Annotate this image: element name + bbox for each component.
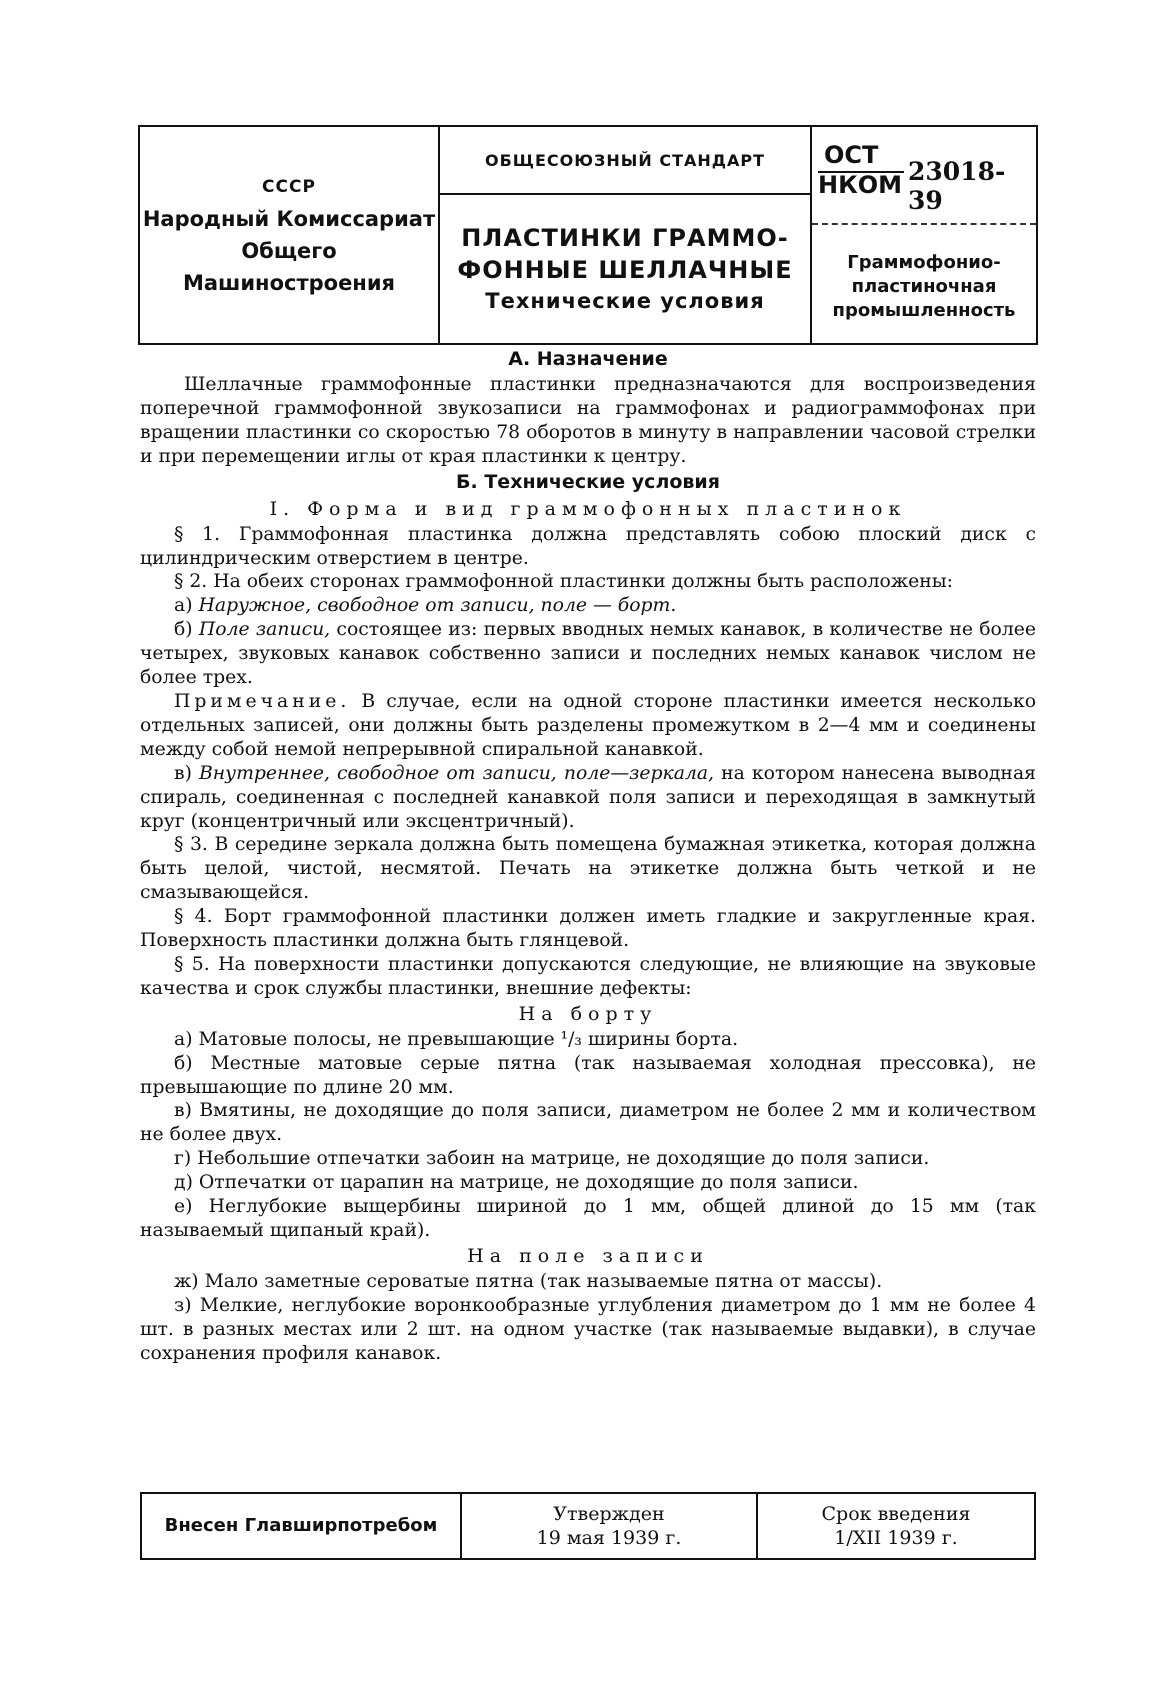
branch-line-3: промышленность bbox=[832, 300, 1016, 321]
section-b-heading: Б. Технические условия bbox=[456, 470, 720, 493]
title-line-1: ПЛАСТИНКИ ГРАММО- bbox=[461, 224, 789, 252]
code-number: 23018-39 bbox=[908, 157, 1006, 215]
document-body bbox=[140, 346, 1036, 1366]
code-nkom: НКОМ bbox=[818, 171, 902, 199]
item-a bbox=[140, 594, 1036, 618]
item-b-prefix: б) bbox=[174, 619, 199, 641]
title-line-3: Технические условия bbox=[485, 289, 765, 313]
paragraph-3: § 3. В середине зеркала должна быть помещена бумажная этикетка, которая должна быть целой, чистой, несмятой. Печать на этикетке должна быть четкой и не смазывающейся. bbox=[140, 834, 1036, 904]
rim-defect-c: в) Вмятины, не доходящие до поля записи, диаметром не более 2 мм и количеством не более двух. bbox=[140, 1100, 1036, 1146]
standard-code bbox=[812, 127, 1036, 217]
introduced-text: Внесен Главширпотребом bbox=[164, 1515, 438, 1536]
section-a-heading: А. Назначение bbox=[508, 348, 668, 370]
approved-date: 19 мая 1939 г. bbox=[536, 1527, 682, 1549]
branch-line-2: пластиночная bbox=[851, 276, 997, 297]
record-defect-h: з) Мелкие, неглубокие воронкообразные углубления диаметром до 1 мм не более 4 шт. в разных местах или 2 шт. на одном участке (так называемые выдавки), в случае сохранения профиля канавок. bbox=[140, 1294, 1036, 1364]
item-c-term: Внутреннее, свободное от записи, поле—зеркала, bbox=[199, 762, 715, 784]
effective-cell bbox=[756, 1494, 1036, 1558]
org-line-3: Машиностроения bbox=[182, 271, 396, 295]
item-b-text: состоящее из: первых вводных немых канавок, в количестве не более четырех, звуковых канавок собственно записи и последних немых канавок числом не более трех. bbox=[140, 619, 1036, 689]
rim-defect-f: е) Неглубокие выщербины шириной до 1 мм, общей длиной до 15 мм (так называемый щипаный край). bbox=[140, 1196, 1036, 1241]
section-b-subheading: I. Форма и вид граммофонных пластинок bbox=[269, 497, 907, 520]
title-line-2: ФОННЫЕ ШЕЛЛАЧНЫЕ bbox=[457, 256, 793, 284]
effective-date: 1/XII 1939 г. bbox=[834, 1527, 958, 1549]
note-label: Примечание. bbox=[174, 690, 351, 712]
approval-footer bbox=[140, 1492, 1036, 1560]
rim-defect-d: г) Небольшие отпечатки забоин на матрице, не доходящие до поля записи. bbox=[174, 1148, 930, 1170]
rim-defect-e: д) Отпечатки от царапин на матрице, не доходящие до поля записи. bbox=[174, 1172, 859, 1194]
org-line-1: Народный Комиссариат bbox=[142, 207, 436, 231]
rim-defect-a: а) Матовые полосы, не превышающие ¹/₃ ширины борта. bbox=[174, 1028, 739, 1050]
code-divider bbox=[812, 223, 1036, 225]
rim-defect-b: б) Местные матовые серые пятна (так называемая холодная прессовка), не превышающие по длине 20 мм. bbox=[140, 1052, 1036, 1098]
paragraph-1: § 1. Граммофонная пластинка должна представлять собою плоский диск с цилиндрическим отверстием в центре. bbox=[140, 523, 1036, 569]
industry-branch bbox=[812, 231, 1036, 343]
branch-line-1: Граммофонио- bbox=[847, 252, 1001, 273]
item-c-prefix: в) bbox=[174, 762, 199, 784]
code-ost: ОСТ bbox=[824, 141, 879, 169]
introduced-by bbox=[140, 1494, 460, 1558]
on-record-heading: На поле записи bbox=[467, 1244, 709, 1267]
standard-code-cell bbox=[810, 127, 1038, 343]
issuing-organization bbox=[138, 127, 438, 343]
approved-label: Утвержден bbox=[553, 1503, 665, 1525]
paragraph-4: § 4. Борт граммофонной пластинки должен иметь гладкие и закругленные края. Поверхность пластинки должна быть глянцевой. bbox=[140, 906, 1036, 952]
approved-cell bbox=[460, 1494, 756, 1558]
section-a-text: Шеллачные граммофонные пластинки предназначаются для воспроизведения поперечной граммофонной звукозаписи на граммофонах и радиограммофонах при вращении пластинки со скоростью 78 оборотов в минуту в направлении часовой стрелки и при перемещении иглы от края пластинки к центру. bbox=[140, 374, 1036, 467]
effective-label: Срок введения bbox=[821, 1503, 971, 1525]
item-a-prefix: а) bbox=[174, 595, 199, 617]
country-label: СССР bbox=[262, 177, 316, 197]
record-defect-g: ж) Мало заметные сероватые пятна (так называемые пятна от массы). bbox=[174, 1270, 883, 1292]
standard-header bbox=[138, 125, 1038, 345]
item-b-term: Поле записи, bbox=[198, 619, 331, 641]
org-line-2: Общего bbox=[241, 239, 337, 263]
on-rim-heading: На борту bbox=[518, 1002, 658, 1025]
item-c-text: на котором нанесена выводная спираль, соединенная с последней канавкой поля записи и переходящая в замкнутый круг (концентричный или эксцентричный). bbox=[140, 762, 1036, 832]
standard-title-cell bbox=[438, 127, 810, 343]
note bbox=[140, 690, 1036, 762]
item-c bbox=[140, 762, 1036, 834]
note-text: В случае, если на одной стороне пластинки имеется несколько отдельных записей, они должны быть разделены промежутком в 2—4 мм и соединены между собой немой непрерывной спиральной канавкой. bbox=[140, 690, 1036, 760]
standard-type: ОБЩЕСОЮЗНЫЙ СТАНДАРТ bbox=[440, 127, 810, 195]
paragraph-5: § 5. На поверхности пластинки допускаются следующие, не влияющие на звуковые качества и срок службы пластинки, внешние дефекты: bbox=[140, 953, 1036, 999]
paragraph-2: § 2. На обеих сторонах граммофонной пластинки должны быть расположены: bbox=[174, 571, 954, 593]
item-b bbox=[140, 618, 1036, 690]
item-a-text: Наружное, свободное от записи, поле — борт. bbox=[198, 595, 677, 617]
document-title bbox=[440, 195, 810, 343]
